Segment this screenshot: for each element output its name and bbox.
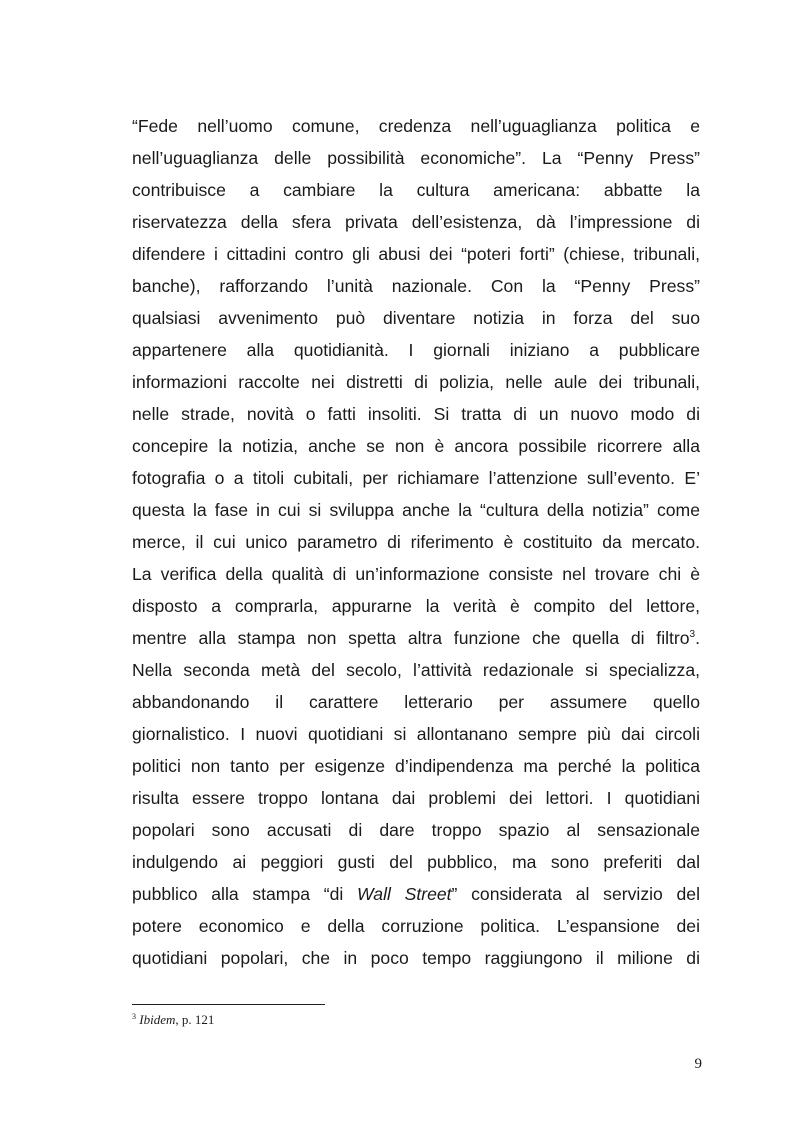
italic-term: Wall Street: [357, 884, 452, 904]
text-line-with-footnote-ref: [132, 622, 700, 654]
text-line: nell’uguaglianza delle possibilità economiche”. La “Penny Press”: [132, 148, 700, 168]
text-line: questa la fase in cui si sviluppa anche la “cultura della notizia” come: [132, 500, 700, 520]
text-line: quotidiani popolari, che in poco tempo raggiungono il milione di: [132, 948, 700, 968]
text-line: politici non tanto per esigenze d’indipendenza ma perché la politica: [132, 756, 700, 776]
text-line: banche), rafforzando l’unità nazionale. Con la “Penny Press”: [132, 276, 700, 296]
text-line: riservatezza della sfera privata dell’esistenza, dà l’impressione di: [132, 212, 700, 232]
text-line: nelle strade, novità o fatti insoliti. Si tratta di un nuovo modo di: [132, 404, 700, 424]
text-line-with-italic: [132, 878, 700, 910]
text-line: disposto a comprarla, appurarne la verità è compito del lettore,: [132, 596, 700, 616]
footnote-marker: 3: [132, 1012, 136, 1021]
text-line: Nella seconda metà del secolo, l’attività redazionale si specializza,: [132, 660, 700, 680]
text-line: merce, il cui unico parametro di riferimento è costituito da mercato.: [132, 532, 700, 552]
text-line: popolari sono accusati di dare troppo spazio al sensazionale: [132, 820, 700, 840]
text-line-content: mentre alla stampa non spetta altra funzione che quella di filtro: [132, 628, 690, 648]
footnote: [132, 1012, 214, 1028]
text-line-content: pubblico alla stampa “di: [132, 884, 357, 904]
text-line: informazioni raccolte nei distretti di polizia, nelle aule dei tribunali,: [132, 372, 700, 392]
text-line: difendere i cittadini contro gli abusi dei “poteri forti” (chiese, tribunali,: [132, 244, 700, 264]
text-line: risulta essere troppo lontana dai problemi dei lettori. I quotidiani: [132, 788, 700, 808]
text-line: abbandonando il carattere letterario per assumere quello: [132, 692, 700, 712]
page-number: 9: [694, 1056, 702, 1072]
text-line: qualsiasi avvenimento può diventare notizia in forza del suo: [132, 308, 700, 328]
text-line: concepire la notizia, anche se non è ancora possibile ricorrere alla: [132, 436, 700, 456]
footnote-italic: Ibidem: [139, 1012, 176, 1027]
text-line: indulgendo ai peggiori gusti del pubblico, ma sono preferiti dal: [132, 852, 700, 872]
footnote-divider: [132, 1004, 325, 1005]
text-line: La verifica della qualità di un’informazione consiste nel trovare chi è: [132, 564, 700, 584]
body-text: [132, 110, 700, 974]
text-line-punctuation: .: [695, 628, 700, 648]
text-line: giornalistico. I nuovi quotidiani si allontanano sempre più dai circoli: [132, 724, 700, 744]
footnote-reference[interactable]: 3: [689, 629, 696, 640]
text-line: fotografia o a titoli cubitali, per richiamare l’attenzione sull’evento. E’: [132, 468, 700, 488]
text-line-tail: ” considerata al servizio del: [451, 884, 700, 904]
footnote-text: , p. 121: [175, 1012, 215, 1027]
text-line: appartenere alla quotidianità. I giornali iniziano a pubblicare: [132, 340, 700, 360]
text-line: potere economico e della corruzione politica. L’espansione dei: [132, 916, 700, 936]
text-line: contribuisce a cambiare la cultura americana: abbatte la: [132, 180, 700, 200]
text-line: “Fede nell’uomo comune, credenza nell’uguaglianza politica e: [132, 116, 700, 136]
